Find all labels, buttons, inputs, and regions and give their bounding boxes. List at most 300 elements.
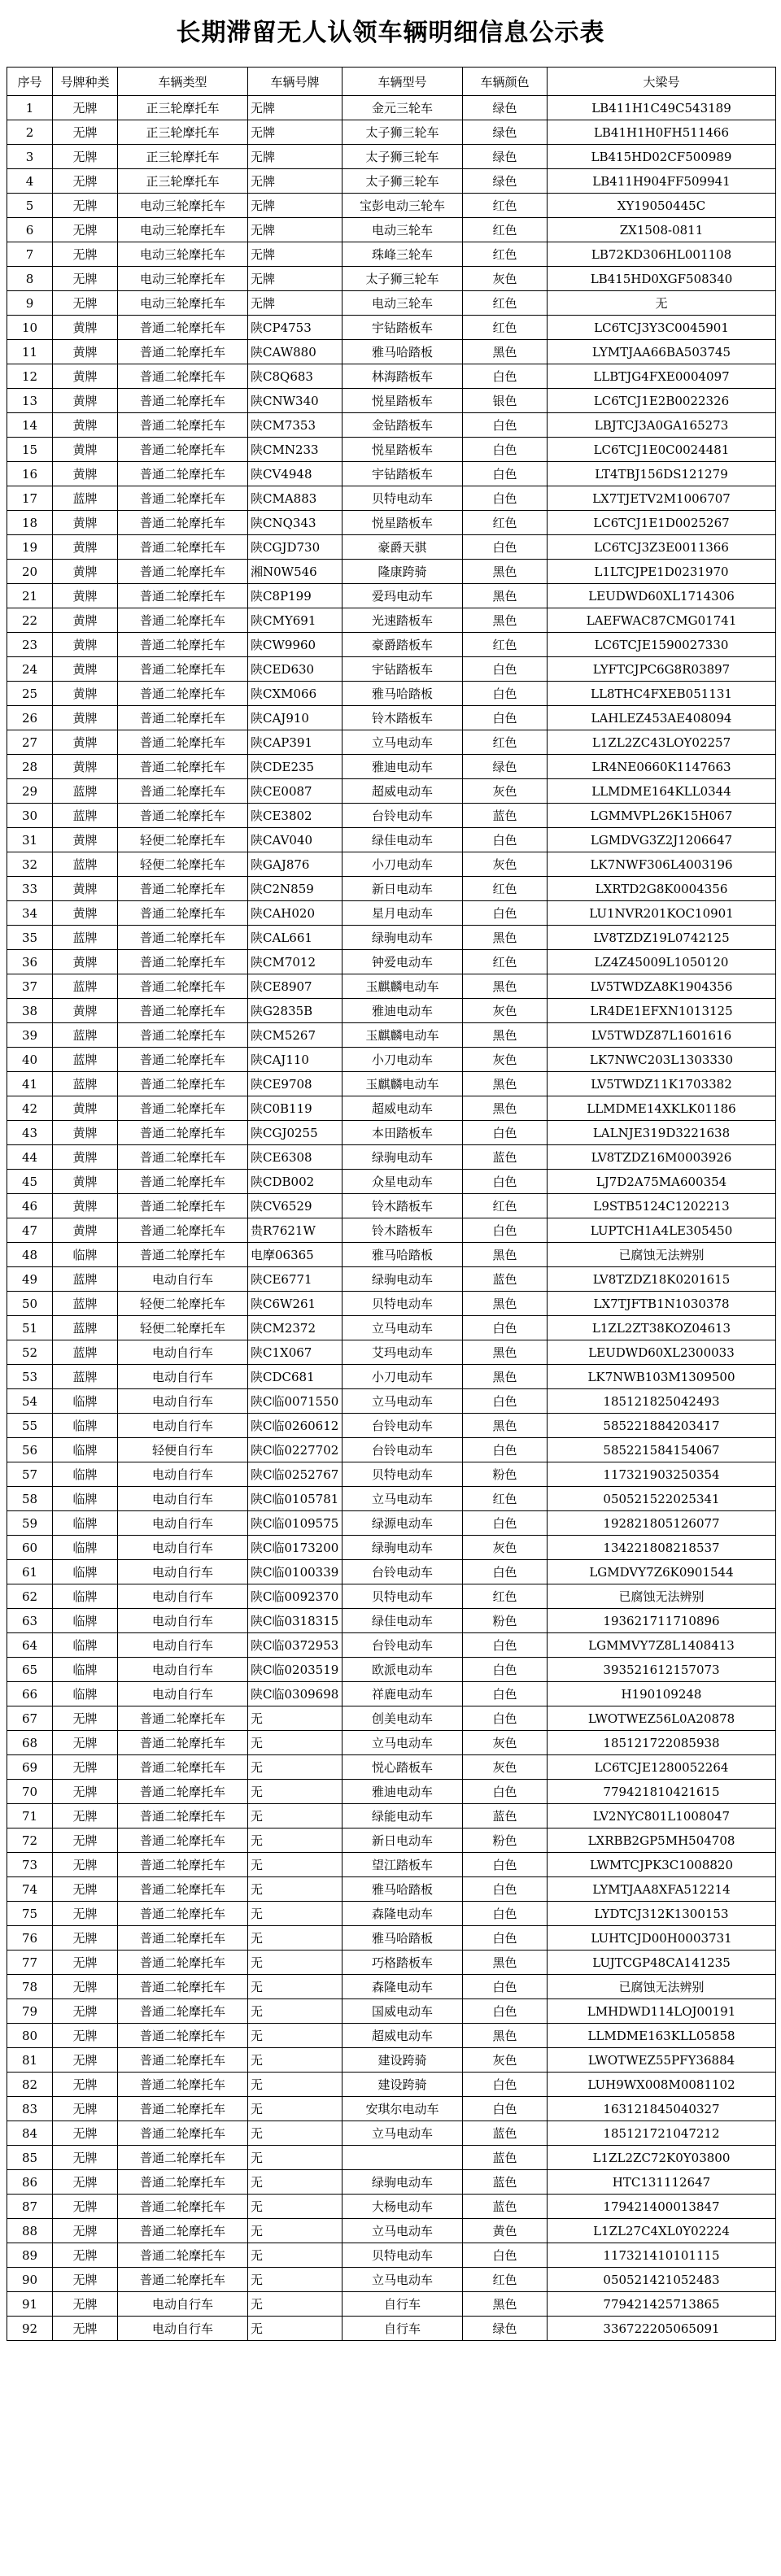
cell-vehicle-type: 普通二轮摩托车: [118, 1780, 248, 1804]
table-row: [7, 145, 776, 169]
cell-frame-number: LAEFWAC87CMG01741: [548, 608, 776, 633]
cell-plate-type: 无牌: [53, 2048, 118, 2073]
cell-frame-number: LB415HD02CF500989: [548, 145, 776, 169]
cell-plate-number: 湘N0W546: [248, 560, 343, 584]
cell-plate-number: 陕CV4948: [248, 462, 343, 486]
cell-color: 白色: [463, 1316, 548, 1340]
cell-model: 贝特电动车: [343, 486, 463, 511]
cell-vehicle-type: 普通二轮摩托车: [118, 2146, 248, 2170]
cell-frame-number: LT4TBJ156DS121279: [548, 462, 776, 486]
cell-plate-number: 陕CM2372: [248, 1316, 343, 1340]
cell-index: 2: [7, 120, 53, 145]
cell-vehicle-type: 普通二轮摩托车: [118, 364, 248, 389]
cell-plate-type: 蓝牌: [53, 1023, 118, 1048]
table-row: [7, 1877, 776, 1902]
cell-color: 蓝色: [463, 2195, 548, 2219]
cell-index: 31: [7, 828, 53, 852]
cell-plate-number: 陕C0B119: [248, 1096, 343, 1121]
cell-frame-number: 192821805126077: [548, 1511, 776, 1536]
header-color: 车辆颜色: [463, 68, 548, 96]
table-row: [7, 926, 776, 950]
cell-vehicle-type: 电动自行车: [118, 1560, 248, 1584]
cell-plate-type: 无牌: [53, 1951, 118, 1975]
table-row: [7, 1048, 776, 1072]
cell-plate-number: 无牌: [248, 96, 343, 120]
cell-frame-number: LC6TCJE1280052264: [548, 1755, 776, 1780]
cell-frame-number: LX7TJETV2M1006707: [548, 486, 776, 511]
cell-frame-number: LGMDVG3Z2J1206647: [548, 828, 776, 852]
cell-plate-type: 黄牌: [53, 706, 118, 730]
cell-model: 光速踏板车: [343, 608, 463, 633]
table-row: [7, 218, 776, 242]
cell-index: 85: [7, 2146, 53, 2170]
cell-model: 宇钻踏板车: [343, 462, 463, 486]
cell-frame-number: H190109248: [548, 1682, 776, 1706]
cell-plate-type: 黄牌: [53, 340, 118, 364]
cell-plate-type: 无牌: [53, 169, 118, 194]
cell-model: 望江踏板车: [343, 1853, 463, 1877]
cell-index: 84: [7, 2121, 53, 2146]
cell-vehicle-type: 普通二轮摩托车: [118, 1999, 248, 2024]
table-row: [7, 169, 776, 194]
cell-color: 红色: [463, 1487, 548, 1511]
cell-model: [343, 2146, 463, 2170]
cell-vehicle-type: 普通二轮摩托车: [118, 1243, 248, 1267]
cell-index: 67: [7, 1706, 53, 1731]
cell-vehicle-type: 普通二轮摩托车: [118, 1902, 248, 1926]
cell-color: 白色: [463, 413, 548, 438]
cell-plate-number: 无牌: [248, 120, 343, 145]
cell-vehicle-type: 普通二轮摩托车: [118, 2048, 248, 2073]
cell-plate-number: 陕CED630: [248, 657, 343, 682]
cell-index: 33: [7, 877, 53, 901]
cell-index: 90: [7, 2268, 53, 2292]
cell-color: 红色: [463, 194, 548, 218]
cell-plate-number: 陕CMA883: [248, 486, 343, 511]
cell-frame-number: LYFTCJPC6G8R03897: [548, 657, 776, 682]
cell-model: 立马电动车: [343, 2121, 463, 2146]
cell-plate-number: 陕CDB002: [248, 1170, 343, 1194]
cell-plate-type: 无牌: [53, 1877, 118, 1902]
cell-plate-number: 无牌: [248, 291, 343, 316]
cell-color: 红色: [463, 633, 548, 657]
cell-plate-number: 无: [248, 2073, 343, 2097]
cell-frame-number: L1ZL2ZC72K0Y03800: [548, 2146, 776, 2170]
cell-plate-number: 无牌: [248, 267, 343, 291]
cell-frame-number: 无: [548, 291, 776, 316]
table-row: [7, 438, 776, 462]
cell-model: 玉麒麟电动车: [343, 1023, 463, 1048]
cell-color: 灰色: [463, 267, 548, 291]
cell-plate-number: 陕CAP391: [248, 730, 343, 755]
cell-plate-number: 陕CMY691: [248, 608, 343, 633]
table-row: [7, 1292, 776, 1316]
page-title: 长期滞留无人认领车辆明细信息公示表: [176, 19, 605, 47]
cell-frame-number: XY19050445C: [548, 194, 776, 218]
cell-plate-type: 临牌: [53, 1487, 118, 1511]
cell-model: 森隆电动车: [343, 1975, 463, 1999]
cell-plate-number: 无: [248, 2097, 343, 2121]
cell-index: 23: [7, 633, 53, 657]
cell-plate-type: 黄牌: [53, 560, 118, 584]
cell-index: 24: [7, 657, 53, 682]
cell-vehicle-type: 普通二轮摩托车: [118, 1194, 248, 1218]
cell-plate-number: 陕C1X067: [248, 1340, 343, 1365]
cell-color: 粉色: [463, 1462, 548, 1487]
cell-frame-number: 050521522025341: [548, 1487, 776, 1511]
cell-frame-number: LGMMVY7Z8L1408413: [548, 1633, 776, 1658]
cell-plate-type: 黄牌: [53, 1194, 118, 1218]
cell-index: 21: [7, 584, 53, 608]
cell-plate-type: 黄牌: [53, 657, 118, 682]
cell-color: 白色: [463, 1999, 548, 2024]
cell-model: 小刀电动车: [343, 1365, 463, 1389]
cell-color: 红色: [463, 316, 548, 340]
cell-vehicle-type: 普通二轮摩托车: [118, 1951, 248, 1975]
cell-plate-number: 陕C8P199: [248, 584, 343, 608]
cell-index: 34: [7, 901, 53, 926]
cell-frame-number: 185121722085938: [548, 1731, 776, 1755]
cell-plate-type: 无牌: [53, 1706, 118, 1731]
cell-vehicle-type: 普通二轮摩托车: [118, 1804, 248, 1828]
cell-frame-number: LB411H904FF509941: [548, 169, 776, 194]
cell-frame-number: LYMTJAA8XFA512214: [548, 1877, 776, 1902]
cell-plate-type: 蓝牌: [53, 1292, 118, 1316]
cell-index: 76: [7, 1926, 53, 1951]
cell-vehicle-type: 电动自行车: [118, 1340, 248, 1365]
table-row: [7, 1975, 776, 1999]
cell-vehicle-type: 普通二轮摩托车: [118, 1877, 248, 1902]
cell-model: 立马电动车: [343, 2219, 463, 2243]
cell-color: 黑色: [463, 560, 548, 584]
cell-vehicle-type: 普通二轮摩托车: [118, 779, 248, 804]
cell-plate-number: 无: [248, 2024, 343, 2048]
cell-color: 白色: [463, 1682, 548, 1706]
cell-color: 白色: [463, 1877, 548, 1902]
cell-vehicle-type: 电动三轮摩托车: [118, 194, 248, 218]
cell-plate-type: 无牌: [53, 194, 118, 218]
cell-plate-number: 陕C临0252767: [248, 1462, 343, 1487]
cell-plate-type: 无牌: [53, 96, 118, 120]
table-row: [7, 1243, 776, 1267]
cell-color: 灰色: [463, 1731, 548, 1755]
cell-frame-number: LYDTCJ312K1300153: [548, 1902, 776, 1926]
table-row: [7, 1804, 776, 1828]
table-row: [7, 584, 776, 608]
cell-vehicle-type: 普通二轮摩托车: [118, 1731, 248, 1755]
cell-vehicle-type: 普通二轮摩托车: [118, 1755, 248, 1780]
table-row: [7, 1853, 776, 1877]
cell-plate-type: 黄牌: [53, 511, 118, 535]
cell-plate-type: 黄牌: [53, 316, 118, 340]
cell-model: 悦心踏板车: [343, 1755, 463, 1780]
cell-index: 11: [7, 340, 53, 364]
cell-frame-number: LLMDME163KLL05858: [548, 2024, 776, 2048]
table-row: [7, 2317, 776, 2341]
cell-color: 白色: [463, 364, 548, 389]
cell-plate-number: 无: [248, 1853, 343, 1877]
cell-color: 红色: [463, 291, 548, 316]
cell-frame-number: LXRBB2GP5MH504708: [548, 1828, 776, 1853]
cell-frame-number: LALNJE319D3221638: [548, 1121, 776, 1145]
cell-color: 红色: [463, 730, 548, 755]
table-row: [7, 1389, 776, 1414]
cell-model: 太子狮三轮车: [343, 145, 463, 169]
table-row: [7, 804, 776, 828]
cell-color: 绿色: [463, 2317, 548, 2341]
cell-color: 蓝色: [463, 1267, 548, 1292]
cell-color: 黑色: [463, 1951, 548, 1975]
cell-model: 建设跨骑: [343, 2048, 463, 2073]
cell-model: 超威电动车: [343, 779, 463, 804]
cell-frame-number: LV2NYC801L1008047: [548, 1804, 776, 1828]
cell-color: 白色: [463, 1511, 548, 1536]
table-row: [7, 194, 776, 218]
cell-color: 绿色: [463, 120, 548, 145]
cell-frame-number: 779421810421615: [548, 1780, 776, 1804]
cell-index: 92: [7, 2317, 53, 2341]
cell-model: 立马电动车: [343, 1731, 463, 1755]
cell-frame-number: 已腐蚀无法辨别: [548, 1975, 776, 1999]
table-row: [7, 511, 776, 535]
cell-model: 本田踏板车: [343, 1121, 463, 1145]
cell-plate-type: 无牌: [53, 2170, 118, 2195]
cell-plate-type: 黄牌: [53, 462, 118, 486]
cell-index: 77: [7, 1951, 53, 1975]
cell-model: 雅迪电动车: [343, 1780, 463, 1804]
cell-plate-number: 无: [248, 2268, 343, 2292]
cell-color: 白色: [463, 438, 548, 462]
cell-index: 82: [7, 2073, 53, 2097]
cell-index: 20: [7, 560, 53, 584]
cell-vehicle-type: 普通二轮摩托车: [118, 316, 248, 340]
cell-plate-number: 无: [248, 1902, 343, 1926]
cell-vehicle-type: 普通二轮摩托车: [118, 755, 248, 779]
cell-vehicle-type: 普通二轮摩托车: [118, 706, 248, 730]
cell-model: 台铃电动车: [343, 1414, 463, 1438]
cell-plate-number: 无: [248, 1706, 343, 1731]
table-row: [7, 389, 776, 413]
cell-model: 绿佳电动车: [343, 1609, 463, 1633]
cell-color: 灰色: [463, 1536, 548, 1560]
vehicle-table: [7, 67, 776, 2341]
cell-plate-type: 临牌: [53, 1389, 118, 1414]
table-row: [7, 755, 776, 779]
cell-color: 黑色: [463, 1243, 548, 1267]
cell-plate-number: 陕CDE235: [248, 755, 343, 779]
cell-frame-number: HTC131112647: [548, 2170, 776, 2195]
cell-plate-number: 贵R7621W: [248, 1218, 343, 1243]
cell-color: 白色: [463, 1633, 548, 1658]
table-row: [7, 633, 776, 657]
cell-frame-number: L9STB5124C1202213: [548, 1194, 776, 1218]
cell-plate-type: 临牌: [53, 1438, 118, 1462]
cell-index: 9: [7, 291, 53, 316]
cell-frame-number: LC6TCJ1E1D0025267: [548, 511, 776, 535]
cell-index: 62: [7, 1584, 53, 1609]
cell-vehicle-type: 普通二轮摩托车: [118, 926, 248, 950]
cell-plate-type: 黄牌: [53, 1096, 118, 1121]
cell-vehicle-type: 电动自行车: [118, 1536, 248, 1560]
cell-plate-number: 无: [248, 1877, 343, 1902]
cell-frame-number: LB411H1C49C543189: [548, 96, 776, 120]
cell-vehicle-type: 普通二轮摩托车: [118, 1145, 248, 1170]
cell-plate-type: 蓝牌: [53, 779, 118, 804]
cell-model: 新日电动车: [343, 877, 463, 901]
cell-color: 黑色: [463, 1023, 548, 1048]
cell-frame-number: 163121845040327: [548, 2097, 776, 2121]
cell-color: 白色: [463, 535, 548, 560]
cell-color: 白色: [463, 1658, 548, 1682]
cell-model: 悦星踏板车: [343, 438, 463, 462]
table-row: [7, 682, 776, 706]
cell-index: 54: [7, 1389, 53, 1414]
cell-plate-type: 临牌: [53, 1414, 118, 1438]
cell-plate-number: 无: [248, 2170, 343, 2195]
cell-plate-number: 无: [248, 2048, 343, 2073]
cell-plate-type: 蓝牌: [53, 926, 118, 950]
cell-frame-number: 585221884203417: [548, 1414, 776, 1438]
cell-frame-number: LWOTWEZ55PFY36884: [548, 2048, 776, 2073]
cell-vehicle-type: 正三轮摩托车: [118, 96, 248, 120]
cell-model: 电动三轮车: [343, 291, 463, 316]
cell-index: 30: [7, 804, 53, 828]
cell-plate-type: 黄牌: [53, 999, 118, 1023]
cell-plate-number: 陕CM7353: [248, 413, 343, 438]
table-row: [7, 877, 776, 901]
cell-frame-number: 393521612157073: [548, 1658, 776, 1682]
cell-model: 小刀电动车: [343, 1048, 463, 1072]
cell-color: 白色: [463, 1926, 548, 1951]
cell-color: 黑色: [463, 1072, 548, 1096]
cell-vehicle-type: 普通二轮摩托车: [118, 584, 248, 608]
cell-index: 80: [7, 2024, 53, 2048]
cell-plate-number: 电摩06365: [248, 1243, 343, 1267]
cell-plate-type: 无牌: [53, 2292, 118, 2317]
cell-index: 3: [7, 145, 53, 169]
cell-color: 红色: [463, 218, 548, 242]
cell-plate-number: 陕C临0109575: [248, 1511, 343, 1536]
cell-color: 黑色: [463, 1292, 548, 1316]
cell-frame-number: 185121721047212: [548, 2121, 776, 2146]
cell-vehicle-type: 电动自行车: [118, 1511, 248, 1536]
cell-vehicle-type: 电动自行车: [118, 2317, 248, 2341]
cell-color: 绿色: [463, 145, 548, 169]
cell-index: 5: [7, 194, 53, 218]
table-row: [7, 1780, 776, 1804]
cell-index: 61: [7, 1560, 53, 1584]
cell-plate-type: 无牌: [53, 1853, 118, 1877]
cell-plate-number: 陕C2N859: [248, 877, 343, 901]
cell-frame-number: LV5TWDZA8K1904356: [548, 974, 776, 999]
cell-plate-type: 无牌: [53, 2024, 118, 2048]
cell-plate-type: 黄牌: [53, 950, 118, 974]
table-row: [7, 1218, 776, 1243]
cell-color: 红色: [463, 950, 548, 974]
cell-index: 68: [7, 1731, 53, 1755]
cell-plate-type: 临牌: [53, 1243, 118, 1267]
cell-color: 白色: [463, 1389, 548, 1414]
cell-vehicle-type: 普通二轮摩托车: [118, 608, 248, 633]
cell-plate-type: 蓝牌: [53, 486, 118, 511]
cell-plate-type: 黄牌: [53, 633, 118, 657]
cell-index: 39: [7, 1023, 53, 1048]
table-row: [7, 901, 776, 926]
cell-plate-number: 陕CE8907: [248, 974, 343, 999]
cell-plate-type: 蓝牌: [53, 1365, 118, 1389]
cell-plate-type: 临牌: [53, 1633, 118, 1658]
cell-plate-number: 陕C临0173200: [248, 1536, 343, 1560]
cell-vehicle-type: 普通二轮摩托车: [118, 974, 248, 999]
table-row: [7, 267, 776, 291]
cell-frame-number: LBJTCJ3A0GA165273: [548, 413, 776, 438]
table-row: [7, 1682, 776, 1706]
cell-model: 隆康跨骑: [343, 560, 463, 584]
cell-model: 自行车: [343, 2317, 463, 2341]
cell-vehicle-type: 电动三轮摩托车: [118, 267, 248, 291]
table-row: [7, 1536, 776, 1560]
cell-model: 雅马哈踏板: [343, 682, 463, 706]
cell-vehicle-type: 普通二轮摩托车: [118, 730, 248, 755]
cell-plate-type: 黄牌: [53, 413, 118, 438]
cell-vehicle-type: 普通二轮摩托车: [118, 2170, 248, 2195]
cell-color: 黑色: [463, 1096, 548, 1121]
cell-index: 38: [7, 999, 53, 1023]
cell-plate-type: 无牌: [53, 242, 118, 267]
cell-frame-number: 193621711710896: [548, 1609, 776, 1633]
cell-index: 64: [7, 1633, 53, 1658]
table-row: [7, 340, 776, 364]
cell-plate-type: 蓝牌: [53, 1316, 118, 1340]
cell-model: 绿佳电动车: [343, 828, 463, 852]
cell-model: 金钻踏板车: [343, 413, 463, 438]
cell-frame-number: LV8TZDZ16M0003926: [548, 1145, 776, 1170]
cell-frame-number: LK7NWC203L1303330: [548, 1048, 776, 1072]
cell-color: 蓝色: [463, 2146, 548, 2170]
table-row: [7, 96, 776, 120]
cell-plate-number: 无: [248, 1999, 343, 2024]
cell-frame-number: LLBTJG4FXE0004097: [548, 364, 776, 389]
cell-plate-type: 无牌: [53, 2121, 118, 2146]
cell-vehicle-type: 普通二轮摩托车: [118, 413, 248, 438]
cell-plate-type: 黄牌: [53, 755, 118, 779]
cell-index: 60: [7, 1536, 53, 1560]
cell-color: 灰色: [463, 779, 548, 804]
table-row: [7, 1926, 776, 1951]
cell-frame-number: 179421400013847: [548, 2195, 776, 2219]
cell-model: 雅迪电动车: [343, 755, 463, 779]
cell-color: 白色: [463, 1438, 548, 1462]
cell-plate-type: 蓝牌: [53, 1340, 118, 1365]
cell-plate-number: 陕C临0100339: [248, 1560, 343, 1584]
cell-vehicle-type: 普通二轮摩托车: [118, 2024, 248, 2048]
cell-color: 灰色: [463, 852, 548, 877]
cell-plate-number: 陕CNQ343: [248, 511, 343, 535]
cell-plate-number: 无: [248, 2121, 343, 2146]
cell-plate-number: 陕C临0092370: [248, 1584, 343, 1609]
cell-color: 黑色: [463, 1414, 548, 1438]
cell-color: 白色: [463, 462, 548, 486]
cell-plate-number: 陕CMN233: [248, 438, 343, 462]
cell-index: 63: [7, 1609, 53, 1633]
cell-frame-number: 050521421052483: [548, 2268, 776, 2292]
cell-index: 18: [7, 511, 53, 535]
cell-vehicle-type: 普通二轮摩托车: [118, 682, 248, 706]
table-row: [7, 1340, 776, 1365]
cell-vehicle-type: 轻便二轮摩托车: [118, 828, 248, 852]
cell-frame-number: 已腐蚀无法辨别: [548, 1584, 776, 1609]
cell-color: 白色: [463, 1218, 548, 1243]
